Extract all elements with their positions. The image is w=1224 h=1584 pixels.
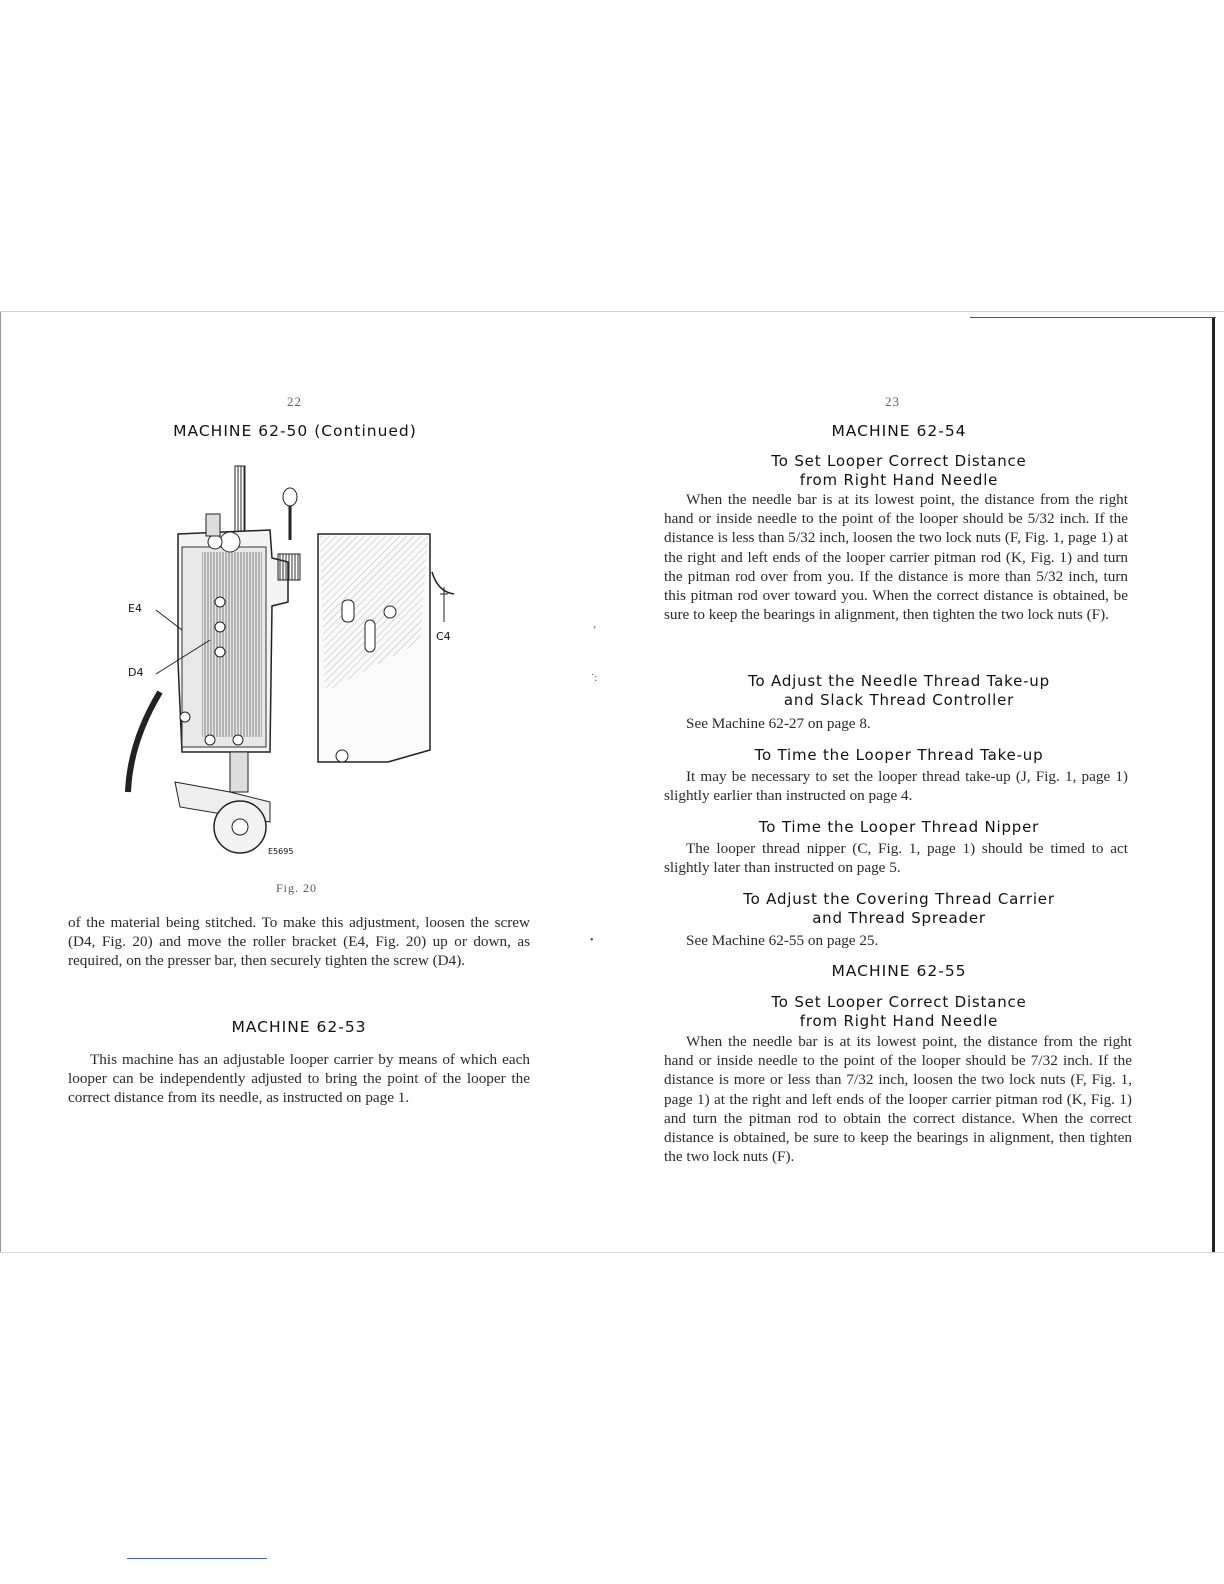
heading-line: To Time the Looper Thread Take-up — [754, 746, 1044, 764]
page-number-right: 23 — [885, 394, 900, 409]
section-title-62-53: MACHINE 62-53 — [231, 1018, 367, 1036]
section-heading-6 — [664, 993, 1134, 1031]
label-figure-code: E5695 — [268, 847, 294, 856]
figure-caption: Fig. 20 — [276, 881, 318, 895]
label-e4: E4 — [128, 602, 142, 615]
section-heading-1 — [664, 452, 1134, 490]
right-page-title: MACHINE 62-54 — [831, 422, 967, 440]
heading-line: from Right Hand Needle — [799, 1012, 999, 1030]
section-heading-4 — [664, 818, 1134, 837]
scan-edge-top-right — [970, 317, 1216, 318]
scan-edge-top — [0, 311, 1224, 312]
section-text-3: It may be necessary to set the looper thread take-up (J, Fig. 1, page 1) slightly earlier than instructed on page 4. — [664, 768, 1128, 805]
paragraph-adjustment: of the material being stitched. To make this adjustment, loosen the screw (D4, Fig. 20) and move the roller bracket (E4, Fig. 20) up or down, as required, on the presser bar, then securely tighten the screw (D4). — [68, 914, 530, 970]
section-text-1: When the needle bar is at its lowest point, the distance from the right hand or inside needle to the point of the looper should be 5/32 inch. If the distance is less than 5/32 inch, loosen the two lock nuts (F, Fig. 1, page 1) at the right and left ends of the looper carrier pitman rod (K, Fig. 1) and turn the pitman rod over from you. If the distance is more than 5/32 inch, turn this pitman rod over toward you. When the correct distance is obtained, be sure to keep the bearings in alignment, then tighten the two lock nuts (F). — [664, 491, 1128, 624]
gutter-mark-1: ’ — [593, 625, 597, 636]
scan-edge-left — [0, 312, 1, 1252]
gutter-mark-2: ˙: — [591, 673, 598, 684]
machine-illustration — [120, 462, 470, 862]
scan-edge-right — [1212, 318, 1215, 1252]
section-title-62-55: MACHINE 62-55 — [831, 962, 967, 980]
heading-line: and Thread Spreader — [812, 909, 986, 927]
section-text-6: When the needle bar is at its lowest point, the distance from the right hand or inside needle to the point of the looper should be 7/32 inch. If the distance is more or less than 7/32 inch, loosen the two lock nuts (F, Fig. 1, page 1) at the right and left ends of the looper carrier pitman rod (K, Fig. 1) and turn the pitman rod to obtain the correct distance. When the correct distance is obtained, be sure to keep the bearings in alignment, then tighten the two lock nuts (F). — [664, 1033, 1132, 1166]
footer-rule — [127, 1558, 267, 1559]
section-heading-2 — [664, 672, 1134, 710]
section-heading-5 — [664, 890, 1134, 928]
figure-20-machine-diagram — [120, 462, 470, 862]
page-number-left: 22 — [287, 394, 302, 409]
heading-line: and Slack Thread Controller — [783, 691, 1015, 709]
paragraph-62-53: This machine has an adjustable looper carrier by means of which each looper can be independently adjusted to bring the point of the looper the correct distance from its needle, as instructed on page 1. — [68, 1051, 530, 1107]
heading-line: To Adjust the Needle Thread Take-up — [748, 672, 1050, 690]
section-heading-3 — [664, 746, 1134, 765]
heading-line: from Right Hand Needle — [799, 471, 999, 489]
label-d4: D4 — [128, 666, 144, 679]
left-page-title: MACHINE 62-50 (Continued) — [173, 422, 417, 440]
scan-edge-bottom — [0, 1252, 1224, 1253]
heading-line: To Set Looper Correct Distance — [771, 452, 1027, 470]
heading-line: To Time the Looper Thread Nipper — [758, 818, 1040, 836]
gutter-mark-3: • — [590, 935, 594, 946]
section-text-2: See Machine 62-27 on page 8. — [686, 715, 871, 732]
heading-line: To Adjust the Covering Thread Carrier — [743, 890, 1055, 908]
heading-line: To Set Looper Correct Distance — [771, 993, 1027, 1011]
label-c4: C4 — [436, 630, 451, 643]
section-text-4: The looper thread nipper (C, Fig. 1, page 1) should be timed to act slightly later than instructed on page 5. — [664, 840, 1128, 877]
section-text-5: See Machine 62-55 on page 25. — [686, 932, 879, 949]
